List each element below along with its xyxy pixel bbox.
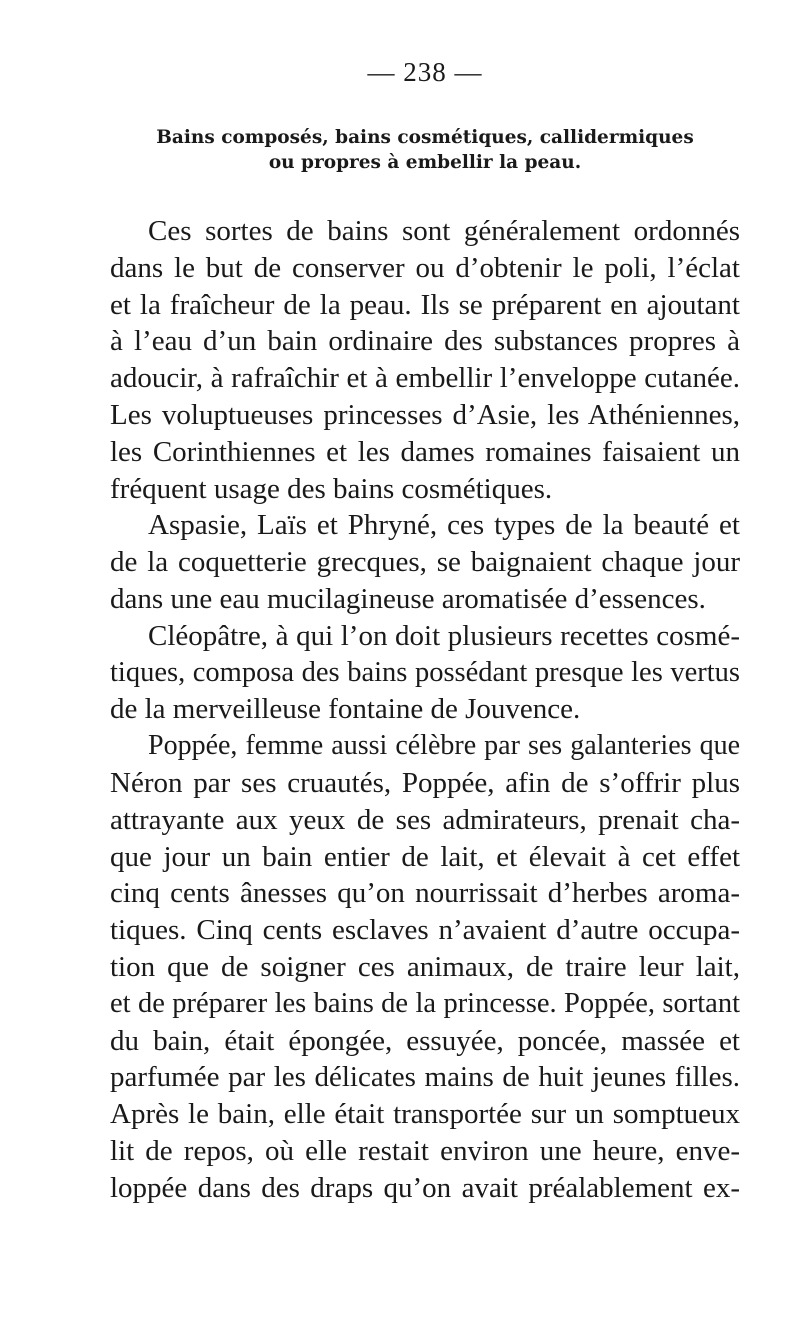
section-heading-line: Bains composés, bains cosmétiques, callidermiques [156, 127, 694, 148]
text-line: et de préparer les bains de la princesse. Poppée, sortant [110, 987, 740, 1019]
text-line: dans une eau mucilagineuse aromatisée d’essences. [110, 582, 706, 615]
text-line: à l’eau d’un bain ordinaire des substances propres à [110, 325, 740, 358]
text-line: fréquent usage des bains cosmétiques. [110, 472, 553, 505]
text-line: Les voluptueuses princesses d’Asie, les Athéniennes, [110, 398, 740, 431]
text-line: les Corinthiennes et les dames romaines faisaient un [110, 435, 740, 468]
text-line: parfumée par les délicates mains de huit jeunes filles. [110, 1061, 740, 1094]
text-line: Néron par ses cruautés, Poppée, afin de s’offrir plus [110, 766, 740, 799]
text-line: Aspasie, Laïs et Phryné, ces types de la beauté et [148, 509, 740, 542]
text-line: dans le but de conserver ou d’obtenir le poli, l’éclat [110, 251, 740, 284]
section-heading [110, 125, 740, 175]
text-line: que jour un bain entier de lait, et élevait à cet effet [110, 840, 740, 873]
text-line: loppée dans des draps qu’on avait préalablement ex- [110, 1171, 740, 1204]
text-line: Après le bain, elle était transportée sur un somptueux [110, 1098, 740, 1131]
text-line: du bain, était épongée, essuyée, poncée, massée et [110, 1024, 740, 1057]
text-line: et la fraîcheur de la peau. Ils se préparent en ajoutant [110, 288, 740, 321]
text-line: de la merveilleuse fontaine de Jouvence. [110, 693, 581, 726]
text-line: Ces sortes de bains sont généralement ordonnés [148, 215, 740, 247]
page-number: — 238 — [367, 57, 483, 87]
text-line: tiques. Cinq cents esclaves n’avaient d’autre occupa- [110, 914, 740, 947]
text-line: tion que de soigner ces animaux, de traire leur lait, [110, 950, 740, 983]
text-line: cinq cents ânesses qu’on nourrissait d’herbes aroma- [110, 877, 740, 910]
text-line: attrayante aux yeux de ses admirateurs, prenait cha- [110, 803, 740, 836]
text-line: Cléopâtre, à qui l’on doit plusieurs recettes cosmé- [148, 619, 740, 652]
text-line: de la coquetterie grecques, se baignaient chaque jour [110, 546, 740, 579]
text-line: tiques, composa des bains possédant presque les vertus [110, 656, 740, 688]
text-line: adoucir, à rafraîchir et à embellir l’enveloppe cutanée. [110, 362, 740, 395]
section-heading-line: ou propres à embellir la peau. [268, 152, 582, 173]
body-text [110, 213, 740, 1207]
book-page [110, 0, 740, 1320]
text-line: lit de repos, où elle restait environ une heure, enve- [110, 1134, 740, 1167]
text-line: Poppée, femme aussi célèbre par ses galanteries que [148, 730, 740, 762]
